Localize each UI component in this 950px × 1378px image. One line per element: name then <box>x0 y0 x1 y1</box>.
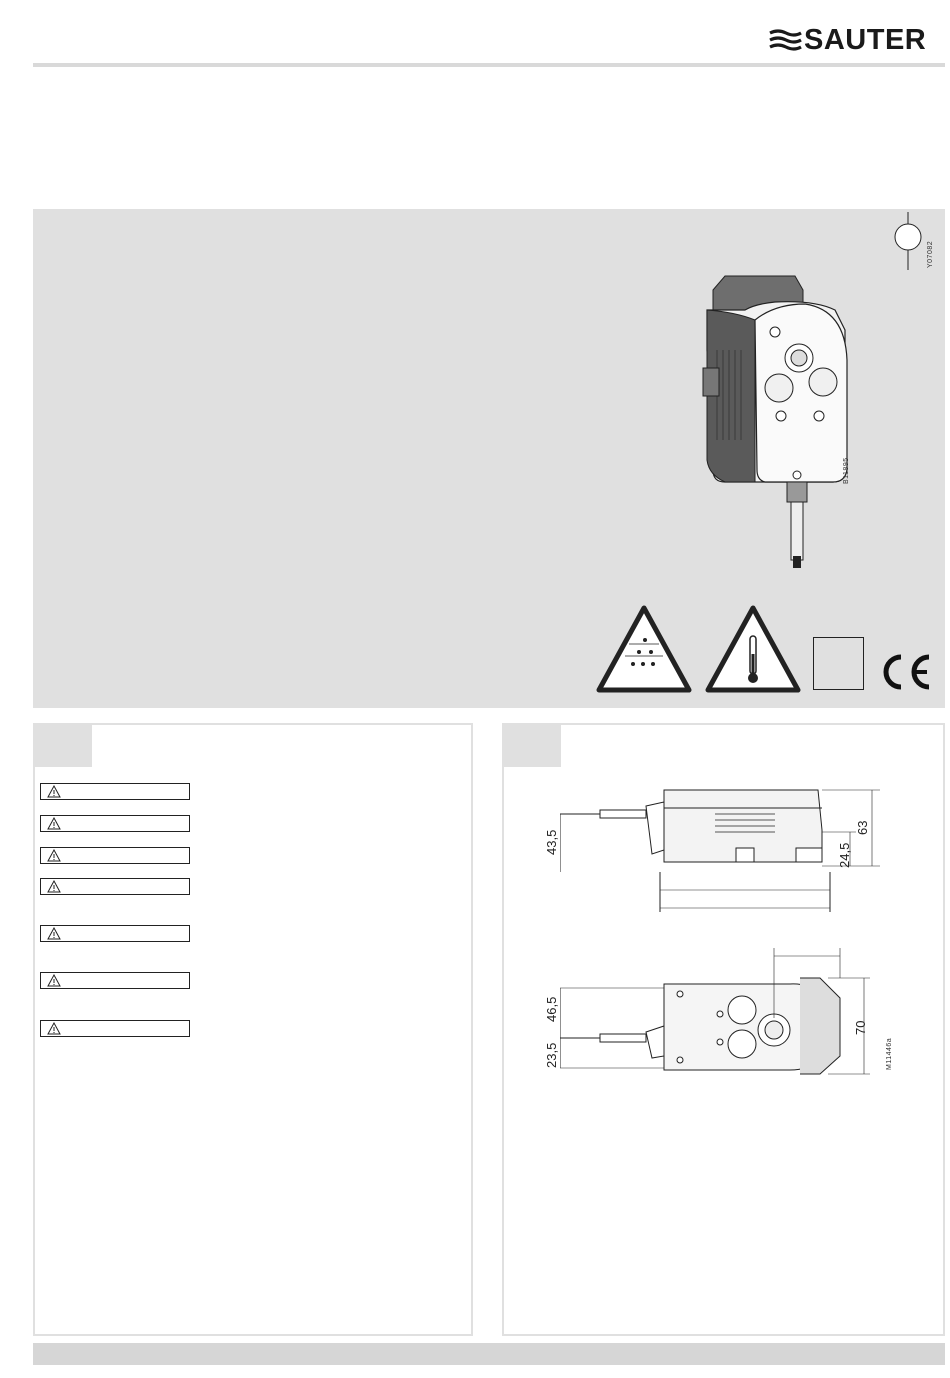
footer-bar <box>33 1343 945 1365</box>
dim-top-46-5: 46,5 <box>544 996 559 1022</box>
dim-top-70: 70 <box>853 1020 868 1035</box>
warning-icon <box>47 785 61 798</box>
ce-mark-icon <box>879 652 933 692</box>
temperature-warning-icon <box>704 604 802 694</box>
warning-icon <box>47 1022 61 1035</box>
humidity-warning-icon <box>595 604 693 694</box>
warning-icon <box>47 880 61 893</box>
warning-box <box>40 925 190 942</box>
warning-box <box>40 1020 190 1037</box>
side-view-drawing <box>560 780 880 920</box>
actuator-product-image <box>695 270 855 570</box>
warning-box <box>40 847 190 864</box>
conformity-circle-icon <box>890 212 926 274</box>
warning-icon <box>47 849 61 862</box>
dim-side-63: 63 <box>855 820 870 835</box>
dim-side-43-5: 43,5 <box>544 829 559 855</box>
top-view-drawing <box>560 948 880 1078</box>
sauter-logo <box>768 24 944 56</box>
dimension-panel-tab <box>504 725 561 767</box>
warning-box <box>40 815 190 832</box>
header-rule <box>33 63 945 67</box>
dim-side-24-5: 24,5 <box>837 842 852 868</box>
warning-icon <box>47 974 61 987</box>
warning-box <box>40 783 190 800</box>
warning-icon <box>47 817 61 830</box>
safety-panel-tab <box>35 725 92 767</box>
warning-box <box>40 878 190 895</box>
drawing-code: M11446a <box>886 1037 893 1070</box>
blank-marking-box <box>813 637 864 690</box>
photo-code: B11895 <box>843 457 850 484</box>
icon-code: Y07082 <box>927 240 934 268</box>
sauter-wave-icon <box>768 28 802 52</box>
dim-top-23-5: 23,5 <box>544 1042 559 1068</box>
warning-icon <box>47 927 61 940</box>
warning-box <box>40 972 190 989</box>
brand-name: SAUTER <box>804 23 927 56</box>
